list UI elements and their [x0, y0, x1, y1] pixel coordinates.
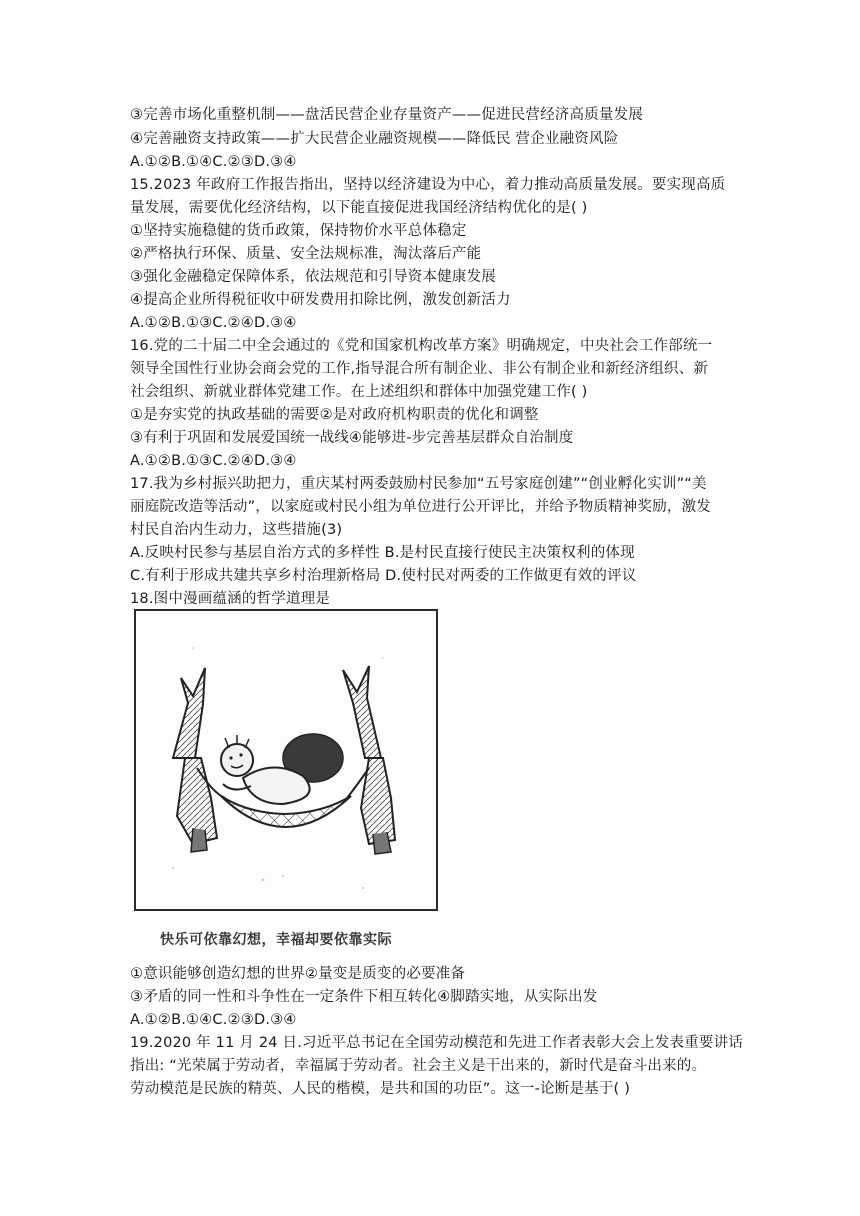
- q17-stem-line-1: 17.我为乡村振兴助把力，重庆某村两委鼓励村民参加“五号家庭创建”“创业孵化实训”“美: [130, 476, 707, 492]
- q16-stem-line-2: 领导全国性行业协会商会党的工作,指导混合所有制企业、非公有制企业和新经济组织、新: [130, 361, 709, 377]
- q15-option-2: ②严格执行环保、质量、安全法规标准，淘汰落后产能: [130, 246, 482, 262]
- q17-options-a-b: A.反映村民参与基层自治方式的多样性 B.是村民直接行使民主决策权利的体现: [130, 545, 635, 561]
- q16-stem-line-1: 16.党的二十届二中全会通过的《党和国家机构改革方案》明确规定，中央社会工作部统一: [130, 338, 713, 354]
- q17-stem-line-2: 丽庭院改造等活动”，以家庭或村民小组为单位进行公开评比，并给予物质精神奖励，激发: [130, 499, 712, 515]
- q15-answer-choices: A.①②B.①③C.②④D.③④: [130, 315, 297, 331]
- q14-option-3: ③完善市场化重整机制——盘活民营企业存量资产——促进民营经济高质量发展: [130, 107, 643, 123]
- q14-option-4: ④完善融资支持政策——扩大民营企业融资规模——降低民 营企业融资风险: [130, 131, 619, 147]
- q19-stem-line-1: 19.2020 年 11 月 24 日.习近平总书记在全国劳动模范和先进工作者表彰大会上发表重要讲话: [130, 1035, 744, 1051]
- q15-option-1: ①坚持实施稳健的货币政策，保持物价水平总体稳定: [130, 223, 467, 239]
- q14-answer-choices: A.①②B.①④C.②③D.③④: [130, 154, 297, 170]
- q16-answer-choices: A.①②B.①③C.②④D.③④: [130, 453, 297, 469]
- q16-options-1-2: ①是夯实党的执政基础的需要②是对政府机构职责的优化和调整: [130, 407, 539, 423]
- q19-stem-line-3: 劳动模范是民族的精英、人民的楷模，是共和国的功臣”。这一-论断是基于( ): [130, 1081, 631, 1097]
- q17-options-c-d: C.有利于形成共建共享乡村治理新格局 D.使村民对两委的工作做更有效的评议: [130, 568, 637, 584]
- q15-stem-line-1: 15.2023 年政府工作报告指出，坚持以经济建设为中心，着力推动高质量发展。要实现高质: [130, 177, 726, 193]
- cartoon-caption: 快乐可依靠幻想，幸福却要依靠实际: [160, 932, 392, 948]
- q15-option-4: ④提高企业所得税征收中研发费用扣除比例，激发创新活力: [130, 292, 511, 308]
- q16-stem-line-3: 社会组织、新就业群体党建工作。在上述组织和群体中加强党建工作( ): [130, 384, 588, 400]
- q19-stem-line-2: 指出: “光荣属于劳动者，幸福属于劳动者。社会主义是干出来的，新时代是奋斗出来的。: [130, 1058, 707, 1074]
- q16-options-3-4: ③有利于巩固和发展爱国统一战线④能够进-步完善基层群众自治制度: [130, 430, 574, 446]
- q18-options-1-2: ①意识能够创造幻想的世界②量变是质变的必要准备: [130, 966, 466, 982]
- q18-stem: 18.图中漫画蕴涵的哲学道理是: [130, 591, 331, 607]
- cartoon-figure: [133, 608, 439, 918]
- q18-options-3-4: ③矛盾的同一性和斗争性在一定条件下相互转化④脚踏实地，从实际出发: [130, 989, 598, 1005]
- q18-answer-choices: A.①②B.①④C.②③D.③④: [130, 1012, 297, 1028]
- q15-stem-line-2: 量发展，需要优化经济结构，以下能直接促进我国经济结构优化的是( ): [130, 200, 588, 216]
- q17-stem-line-3: 村民自治内生动力，这些措施(3): [130, 522, 343, 538]
- q15-option-3: ③强化金融稳定保障体系，依法规范和引导资本健康发展: [130, 269, 496, 285]
